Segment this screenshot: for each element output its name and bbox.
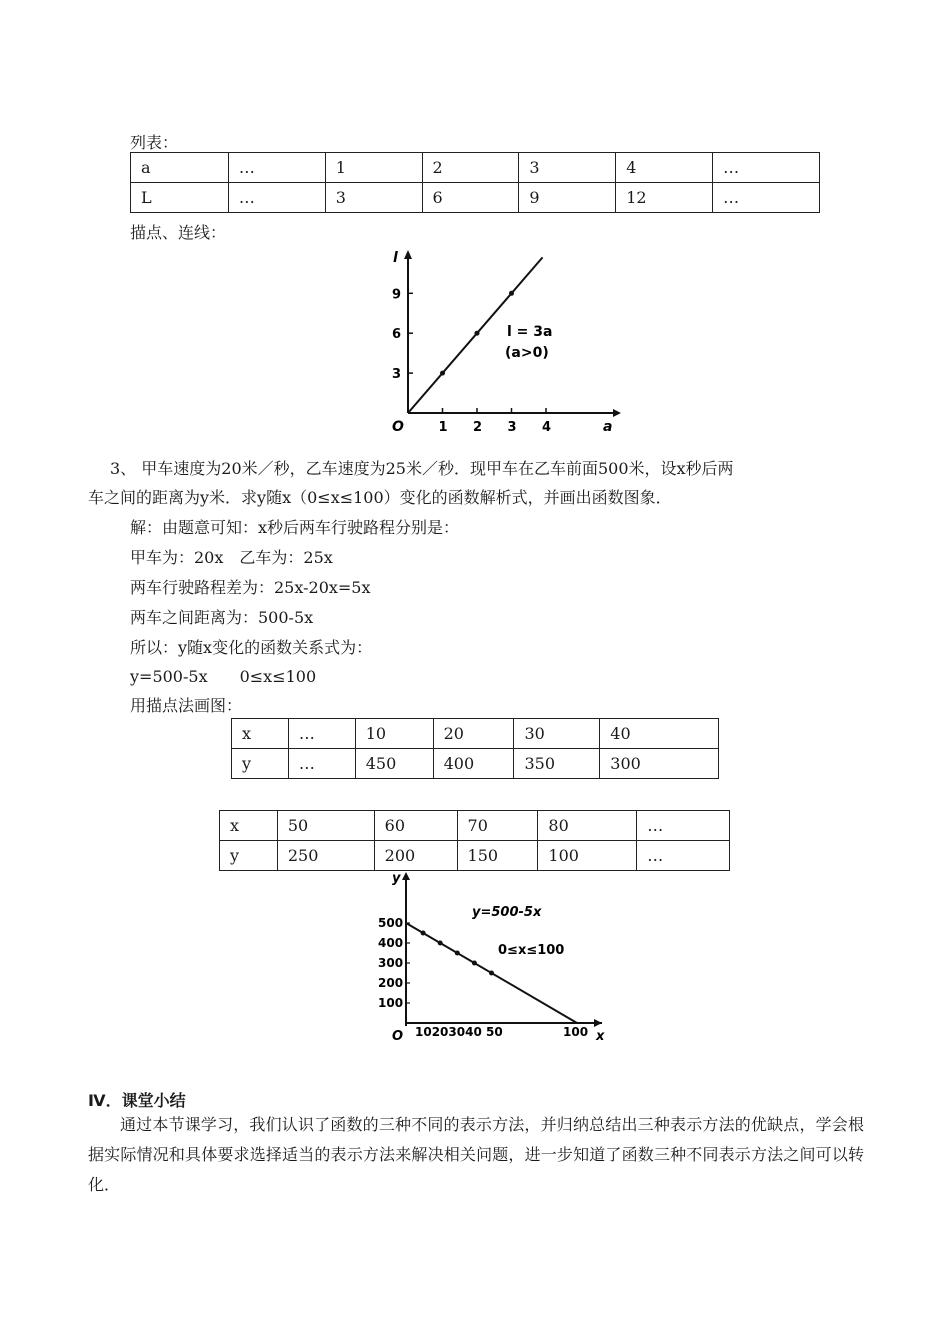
table2-cell: 40 <box>600 719 719 749</box>
table1-cell: 3 <box>519 153 616 183</box>
graph2-point <box>421 931 426 936</box>
graph1-point <box>440 371 445 376</box>
graph2-y-arrow <box>402 872 410 880</box>
table1-cell: … <box>713 183 820 213</box>
table3-cell: y <box>220 841 278 871</box>
graph2-domain: 0≤x≤100 <box>498 943 565 958</box>
table2-cell: 20 <box>433 719 514 749</box>
table3 <box>219 810 730 871</box>
table3-cell: 70 <box>457 811 538 841</box>
graph1-formula: l = 3a <box>507 324 553 340</box>
table1-cell: 12 <box>616 183 713 213</box>
graph2-y-tick-label: 200 <box>378 976 404 990</box>
table1 <box>130 152 820 213</box>
table2-row <box>232 749 719 779</box>
graph1-point <box>509 291 514 296</box>
graph1-origin-label: O <box>392 419 404 435</box>
table1-cell: … <box>713 153 820 183</box>
plot1-label: 描点、连线： <box>130 223 227 242</box>
summary-heading: Ⅳ．课堂小结 <box>88 1091 186 1110</box>
graph1-y-axis-label: l <box>393 250 398 266</box>
table3-cell: 60 <box>374 811 457 841</box>
graph1-x-arrow <box>613 409 621 417</box>
graph1-y-tick-label: 9 <box>392 287 402 303</box>
table3-cell: … <box>637 811 730 841</box>
graph2-point <box>438 941 443 946</box>
graph2-y-tick-label: 100 <box>378 996 404 1010</box>
graph1-x-axis-label: a <box>603 419 613 435</box>
solution-line: 用描点法画图： <box>130 696 243 715</box>
graph2-y-tick-label: 500 <box>378 916 404 930</box>
solution-line: y=500-5x 0≤x≤100 <box>130 667 317 686</box>
solution-line: 甲车为：20x 乙车为：25x <box>130 548 333 567</box>
table1-cell: 6 <box>422 183 519 213</box>
graph2-x-tick-end: 100 <box>563 1025 589 1039</box>
solution-line: 解：由题意可知：x秒后两车行驶路程分别是： <box>130 518 460 537</box>
table2 <box>231 718 719 779</box>
graph1-x-tick-label: 2 <box>473 420 483 435</box>
table1-label: 列表： <box>130 133 179 152</box>
graph1-x-tick-label: 3 <box>507 420 517 435</box>
table2-cell: y <box>232 749 289 779</box>
table3-cell: … <box>637 841 730 871</box>
table3-row <box>220 811 730 841</box>
solution-line: 所以：y随x变化的函数关系式为： <box>130 638 373 657</box>
table2-cell: 10 <box>355 719 433 749</box>
graph2-y-tick-label: 400 <box>378 936 404 950</box>
table2-cell: 400 <box>433 749 514 779</box>
graph1-x-tick-label: 1 <box>438 420 448 435</box>
table2-cell: … <box>288 749 355 779</box>
table3-cell: 100 <box>538 841 637 871</box>
graph1-point <box>475 331 480 336</box>
table2-cell: 450 <box>355 749 433 779</box>
table3-cell: 50 <box>277 811 374 841</box>
graph1-y-arrow <box>404 250 412 259</box>
table2-cell: 300 <box>600 749 719 779</box>
graph2-y-axis-label: y <box>392 871 401 886</box>
solution-line: 两车行驶路程差为：25x-20x=5x <box>130 578 371 597</box>
table1-cell: 4 <box>616 153 713 183</box>
table1-cell: 3 <box>325 183 422 213</box>
graph2-x-arrow <box>594 1019 602 1027</box>
table1-cell: … <box>228 183 325 213</box>
solution-line: 两车之间距离为：500-5x <box>130 608 314 627</box>
problem3-line1: 3、 甲车速度为20米／秒，乙车速度为25米／秒．现甲车在乙车前面500米，设x秒后两 <box>110 459 734 478</box>
graph1-domain: (a>0) <box>505 345 549 361</box>
table1-cell: 2 <box>422 153 519 183</box>
table3-cell: x <box>220 811 278 841</box>
table1-row <box>131 183 820 213</box>
graph2-point <box>472 961 477 966</box>
table3-cell: 200 <box>374 841 457 871</box>
summary-paragraph: 通过本节课学习，我们认识了函数的三种不同的表示方法，并归纳总结出三种表示方法的优缺点，学会根据实际情况和具体要求选择适当的表示方法来解决相关问题，进一步知道了函数三种不同表示方法之间可以转化． <box>88 1115 864 1194</box>
graph2-origin-label: O <box>392 1029 404 1043</box>
table1-cell: a <box>131 153 229 183</box>
table1-row <box>131 153 820 183</box>
graph1-plot <box>365 245 625 445</box>
graph2-y-tick-label: 300 <box>378 956 404 970</box>
table2-cell: 350 <box>514 749 600 779</box>
table3-row <box>220 841 730 871</box>
graph2-point <box>455 951 460 956</box>
table3-cell: 150 <box>457 841 538 871</box>
graph1-y-tick-label: 3 <box>392 367 402 383</box>
table1-cell: … <box>228 153 325 183</box>
graph2-point <box>489 971 494 976</box>
table1-cell: 9 <box>519 183 616 213</box>
table1-cell: L <box>131 183 229 213</box>
graph2-plot <box>370 868 620 1043</box>
table2-cell: … <box>288 719 355 749</box>
graph2-x-tick-group: 10203040 50 <box>415 1025 503 1039</box>
problem3-line2: 车之间的距离为y米．求y随x（0≤x≤100）变化的函数解析式，并画出函数图象． <box>88 488 672 507</box>
table3-cell: 80 <box>538 811 637 841</box>
graph1-x-tick-label: 4 <box>542 420 552 435</box>
table1-cell: 1 <box>325 153 422 183</box>
table2-cell: x <box>232 719 289 749</box>
table2-cell: 30 <box>514 719 600 749</box>
table3-cell: 250 <box>277 841 374 871</box>
graph2-x-axis-label: x <box>596 1029 605 1043</box>
graph1-y-tick-label: 6 <box>392 327 402 343</box>
graph2-formula: y=500-5x <box>472 905 542 920</box>
table2-row <box>232 719 719 749</box>
